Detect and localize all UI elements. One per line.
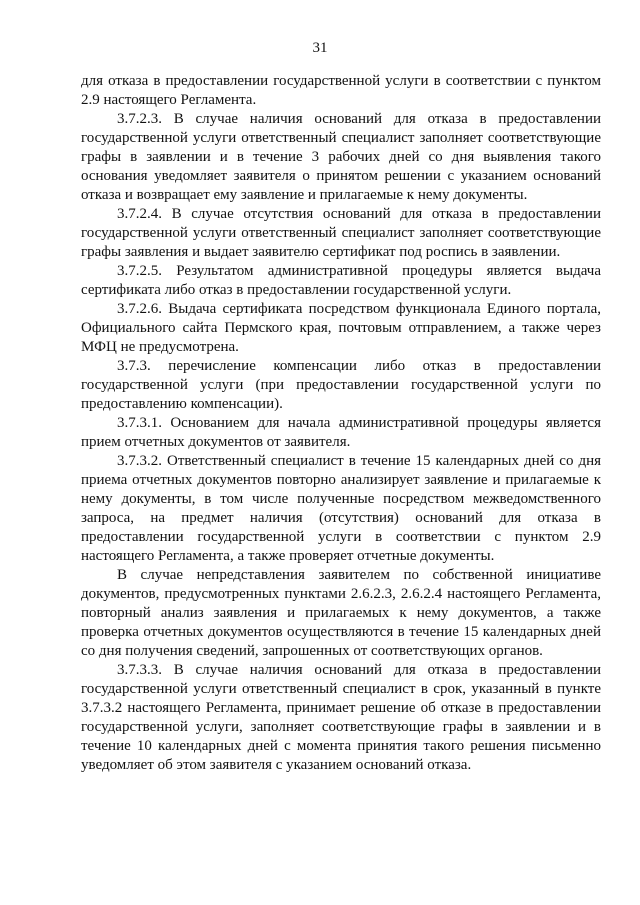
- page-number: 31: [312, 40, 328, 56]
- paragraph-3-7-2-6: 3.7.2.6. Выдача сертификата посредством функционала Единого портала, Официального сайта Пермского края, почтовым отправлением, а также через МФЦ не предусмотрена.: [81, 301, 601, 355]
- paragraph-3-7-3-3: 3.7.3.3. В случае наличия оснований для отказа в предоставлении государственной услуги ответственный специалист в срок, указанный в пункте 3.7.3.2 настоящего Регламента, принимает решение об отказе в предоставлении государственной услуги, заполняет соответствующие графы в заявлении и в течение 10 календарных дней с момента принятия такого решения письменно уведомляет об этом заявителя с указанием оснований отказа.: [81, 662, 601, 773]
- paragraph-non-submission: В случае непредставления заявителем по собственной инициативе документов, предусмотренных пунктами 2.6.2.3, 2.6.2.4 настоящего Регламента, повторный анализ заявления и прилагаемых к нему документов, а также проверка отчетных документов осуществляются в течение 15 календарных дней со дня получения сведений, запрошенных от соответствующих органов.: [81, 567, 601, 659]
- document-body: [81, 72, 601, 775]
- paragraph-3-7-2-3: 3.7.2.3. В случае наличия оснований для отказа в предоставлении государственной услуги ответственный специалист заполняет соответствующие графы в заявлении и в течение 3 рабочих дней со дня выявления такого основания уведомляет заявителя о принятом решении с указанием оснований отказа и возвращает ему заявление и прилагаемые к нему документы.: [81, 111, 601, 203]
- paragraph-3-7-2-5: 3.7.2.5. Результатом административной процедуры является выдача сертификата либо отказ в предоставлении государственной услуги.: [81, 263, 601, 298]
- paragraph-continuation: для отказа в предоставлении государственной услуги в соответствии с пунктом 2.9 настоящего Регламента.: [81, 73, 601, 108]
- paragraph-3-7-3-1: 3.7.3.1. Основанием для начала административной процедуры является прием отчетных документов от заявителя.: [81, 415, 601, 450]
- paragraph-3-7-3: 3.7.3. перечисление компенсации либо отказ в предоставлении государственной услуги (при предоставлении государственной услуги по предоставлению компенсации).: [81, 358, 601, 412]
- paragraph-3-7-3-2: 3.7.3.2. Ответственный специалист в течение 15 календарных дней со дня приема отчетных документов повторно анализирует заявление и прилагаемые к нему документы, в том числе полученные посредством межведомственного запроса, на предмет наличия (отсутствия) оснований для отказа в предоставлении государственной услуги в соответствии с пунктом 2.9 настоящего Регламента, а также проверяет отчетные документы.: [81, 453, 601, 564]
- paragraph-3-7-2-4: 3.7.2.4. В случае отсутствия оснований для отказа в предоставлении государственной услуги ответственный специалист заполняет соответствующие графы заявления и выдает заявителю сертификат под роспись в заявлении.: [81, 206, 601, 260]
